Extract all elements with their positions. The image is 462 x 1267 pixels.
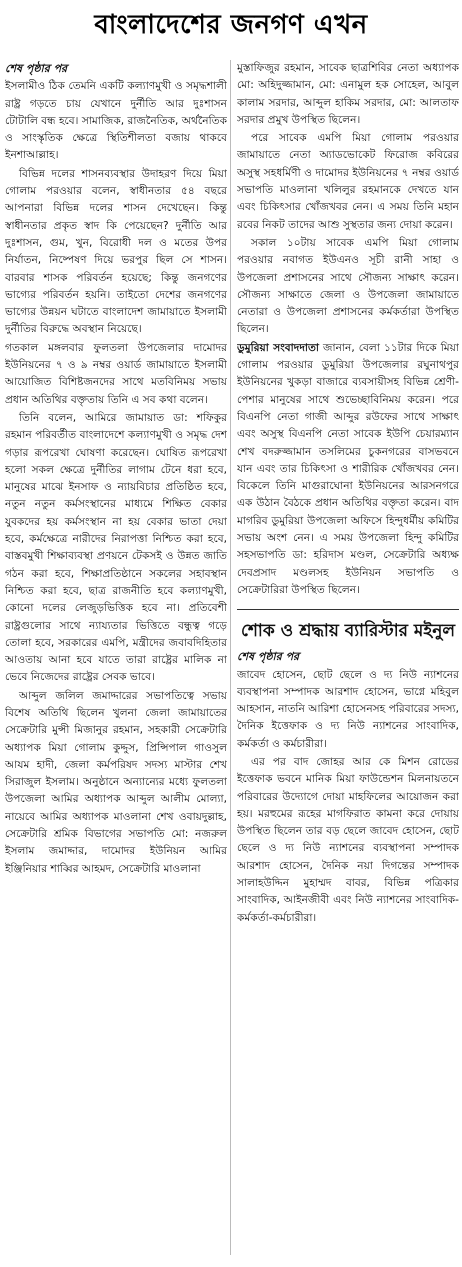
second-story-headline: শোক ও শ্রদ্ধায় ব্যারিস্টার মইনুল [237, 609, 459, 642]
dateline-paragraph [237, 340, 459, 599]
main-headline: বাংলাদেশের জনগণ এখন [94, 10, 368, 40]
article-paragraph: জাবেদ হোসেন, ছোট ছেলে ও দ্য নিউ ন্যাশনের ব্যবস্থাপনা সম্পাদক আরশাদ হোসেন, ভাগ্নে মহিবুল আহসান, নাতনি আরিশা হোসেনসহ পরিবারের সদস্য, দৈনিক ইত্তেফাক ও দ্য নিউ ন্যাশনের সাংবাদিক, কর্মকর্তা ও কর্মচারীরা। [237, 668, 459, 750]
article-paragraph: গতকাল মঙ্গলবার ফুলতলা উপজেলার দামোদর ইউনিয়নের ৭ ও ৯ নম্বর ওয়ার্ড জামায়াতে ইসলামী আয়োজিত বিশিষ্টজনদের সাথে মতবিনিময় সভায় প্রধান অতিথির বক্তৃতায় তিনি এ সব কথা বলেন। [5, 341, 227, 406]
dateline-text: জানান, বেলা ১১টার দিকে মিয়া গোলাম পরওয়ার ডুমুরিয়া উপজেলার রঘুনাথপুর ইউনিয়নের খুকড়া বাজারে ব্যবসায়ীসহ বিভিন্ন শ্রেণী-পেশার মানুষের সাথে শুভেচ্ছাবিনিময় করেন। পরে বিএনপি নেতা গাজী আব্দুর রউফের সাথে সাক্ষাৎ এবং অসুস্থ বিএনপি নেতা সাবেক ইউপি চেয়ারম্যান শেখ বদরুজ্জামান তসলিমের চুকনগরের বাসভবনে যান এবং তার চিকিৎসা ও শারীরিক খোঁজখবর নেন। বিকেলে তিনি মাগুরাঘোনা ইউনিয়নের আরসনগরে এক উঠান বৈঠকে প্রধান অতিথির বক্তৃতা করেন। বাদ মাগরিব ডুমুরিয়া উপজেলা অফিসে হিন্দুধর্মীয় কমিটির সভায় অংশ নেন। এ সময় উপজেলা হিন্দু কমিটির সহসভাপতি ডা: হরিদাস মণ্ডল, সেক্রেটারি অধ্যক্ষ দেবপ্রসাদ মণ্ডলসহ ইউনিয়ন সভাপতি ও সেক্রেটারিরা উপস্থিত ছিলেন। [237, 341, 459, 596]
left-column [5, 60, 227, 1260]
right-column [237, 60, 459, 1260]
article-paragraph: আব্দুল জলিল জমাদ্দারের সভাপতিত্বে সভায় বিশেষ অতিথি ছিলেন খুলনা জেলা জামায়াতের সেক্রেটারি মুন্সী মিজানুর রহমান, সহকারী সেক্রেটারি অধ্যাপক মিয়া গোলাম কুদ্দুস, প্রিন্সিপাল গাওসুল আযম হাদী, জেলা কর্মপরিষদ সদস্য মাস্টার শেখ সিরাজুল ইসলাম। অনুষ্ঠানে অন্যান্যের মধ্যে ফুলতলা উপজেলা আমির অধ্যাপক আব্দুল আলীম মোল্যা, নায়েবে আমির অধ্যাপক মাওলানা শেখ ওবায়দুল্লাহ, সেক্রেটারি শ্রমিক বিভাগের সভাপতি মো: নজরুল ইসলাম জমাদ্দার, দামোদর ইউনিয়ন আমির ইঞ্জিনিয়ার শাব্বির আহমদ, সেক্রেটারি মাওলানা [5, 689, 227, 875]
continuation-kicker: শেষ পৃষ্ঠার পর [5, 62, 68, 75]
article-paragraph: ইসলামীও ঠিক তেমনি একটি কল্যাণমুখী ও সমৃদ্ধশালী রাষ্ট্র গড়তে চায় যেখানে দুর্নীতি আর দুঃশাসন টোটালি বন্ধ হবে। সামাজিক, রাজনৈতিক, অর্থনৈতিক ও সাংস্কৃতিক ক্ষেত্রে স্থিতিশীলতা বজায় থাকবে ইনশাআল্লাহ। [5, 80, 227, 162]
article-paragraph: তিনি বলেন, আমিরে জামায়াত ডা: শফিকুর রহমান পরিবর্তীত বাংলাদেশে কল্যাণমুখী ও সমৃদ্ধ দেশ গড়ার রূপরেখা ঘোষণা করেছেন। ঘোষিত রূপরেখা হলো সকল ক্ষেত্রে দুর্নীতির লাগাম টেনে ধরা হবে, মানুষের মাঝে ইনসাফ ও ন্যায়বিচার প্রতিষ্ঠিত হবে, নতুন নতুন কর্মসংস্থানের মাধ্যমে শিক্ষিত বেকার যুবকদের হয় কর্মসংস্থান না হয় বেকার ভাতা দেয়া হবে, কর্মক্ষেত্রে নারীদের নিরাপত্তা নিশ্চিত করা হবে, বাস্তবমুখী শিক্ষাব্যবস্থা প্রণয়নে টেকসই ও উন্নত জাতি গঠন করা হবে, শিক্ষাপ্রতিষ্ঠানে সকলের সহাবস্থান নিশ্চিত করা হবে, ছাত্র রাজনীতি হবে কল্যাণমুখী, কোনো দলের লেজুড়ভিত্তিক হবে না। প্রতিবেশী রাষ্ট্রগুলোর সাথে ন্যায্যতার ভিত্তিতে বন্ধুত্ব গড়ে তোলা হবে, সরকারের এমপি, মন্ত্রীদের জবাবদিহিতার আওতায় আনা হবে যাতে তারা রাষ্ট্রের মালিক না ভেবে নিজেদের রাষ্ট্রের সেবক ভাবে। [5, 411, 227, 684]
article-paragraph: বিভিন্ন দলের শাসনব্যবস্থার উদাহরণ দিয়ে মিয়া গোলাম পরওয়ার বলেন, স্বাধীনতার ৫৪ বছরে আপনারা বিভিন্ন দলের শাসন দেখেছেন। কিন্তু স্বাধীনতার প্রকৃত স্বাদ কি পেয়েছেন? দুর্নীতি আর দুঃশাসন, গুম, খুন, বিরোধী দল ও মতের উপর নির্যাতন, নিষ্পেষণ দিয়ে ভরপুর ছিল সে শাসন। বারবার শাসক পরিবর্তন হয়েছে; কিন্তু জনগণের ভাগ্যের পরিবর্তন হয়নি। তাইতো দেশের জনগণের ভাগ্যের উন্নয়ন ঘটাতে বাংলাদেশ জামায়াতে ইসলামী দুর্নীতির বিরুদ্ধে অবস্থান নিয়েছে। [5, 167, 227, 336]
article-paragraph: সকাল ১০টায় সাবেক এমপি মিয়া গোলাম পরওয়ার নবাগত ইউএনও সূচী রানী সাহা ও উপজেলা প্রশাসনের সাথে সৌজন্য সাক্ষাৎ করেন। সৌজন্য সাক্ষাতে জেলা ও উপজেলা জামায়াতে নেতারা ও উপজেলা প্রশাসনের কর্মকর্তারা উপস্থিত ছিলেন। [237, 236, 459, 336]
article-paragraph: পরে সাবেক এমপি মিয়া গোলাম পরওয়ার জামায়াতে নেতা অ্যাডভোকেট ফিরোজ কবিরের অসুস্থ সহধর্মিণী ও দামোদর ইউনিয়নের ৭ নম্বর ওয়ার্ড সভাপতি মাওলানা খলিলুর রহমানকে দেখতে যান এবং চিকিৎসার খোঁজখবর নেন। এ সময় তিনি মহান রবের নিকট তাদের আশু সুস্থতার জন্য দোয়া করেন। [237, 132, 459, 231]
column-divider [230, 60, 231, 1255]
article-paragraph: মুস্তাফিজুর রহমান, সাবেক ছাত্রশিবির নেতা অধ্যাপক মো: অহিদুজ্জামান, মো: এনামুল হক সোহেল, আবুল কালাম সরদার, আব্দুল হাকিম সরদার, মো: আলতাফ সরদার প্রমুখ উপস্থিত ছিলেন। [237, 62, 459, 126]
article-paragraph: এর পর বাদ জোহর আর কে মিশন রোডের ইত্তেফাক ভবনে মানিক মিয়া ফাউন্ডেশন মিলনায়তনে পরিবারের উদ্যোগে দোয়া মাহফিলের আয়োজন করা হয়। মরহুমের রূহের মাগফিরাত কামনা করে দোয়ায় উপস্থিত ছিলেন তার বড় ছেলে জাবেদ হোসেন, ছোট ছেলে ও দ্য নিউ ন্যাশনের ব্যবস্থাপনা সম্পাদক আরশাদ হোসেন, দৈনিক নয়া দিগন্তের সম্পাদক সালাহউদ্দিন মুহাম্মদ বাবর, বিভিন্ন পত্রিকার সাংবাদিক, আইনজীবী এবং নিউ ন্যাশনের সাংবাদিক-কর্মকর্তা-কর্মচারীরা। [237, 755, 459, 924]
second-story-kicker: শেষ পৃষ্ঠার পর [237, 650, 300, 664]
dateline-label: ডুমুরিয়া সংবাদদাতা [237, 341, 319, 354]
